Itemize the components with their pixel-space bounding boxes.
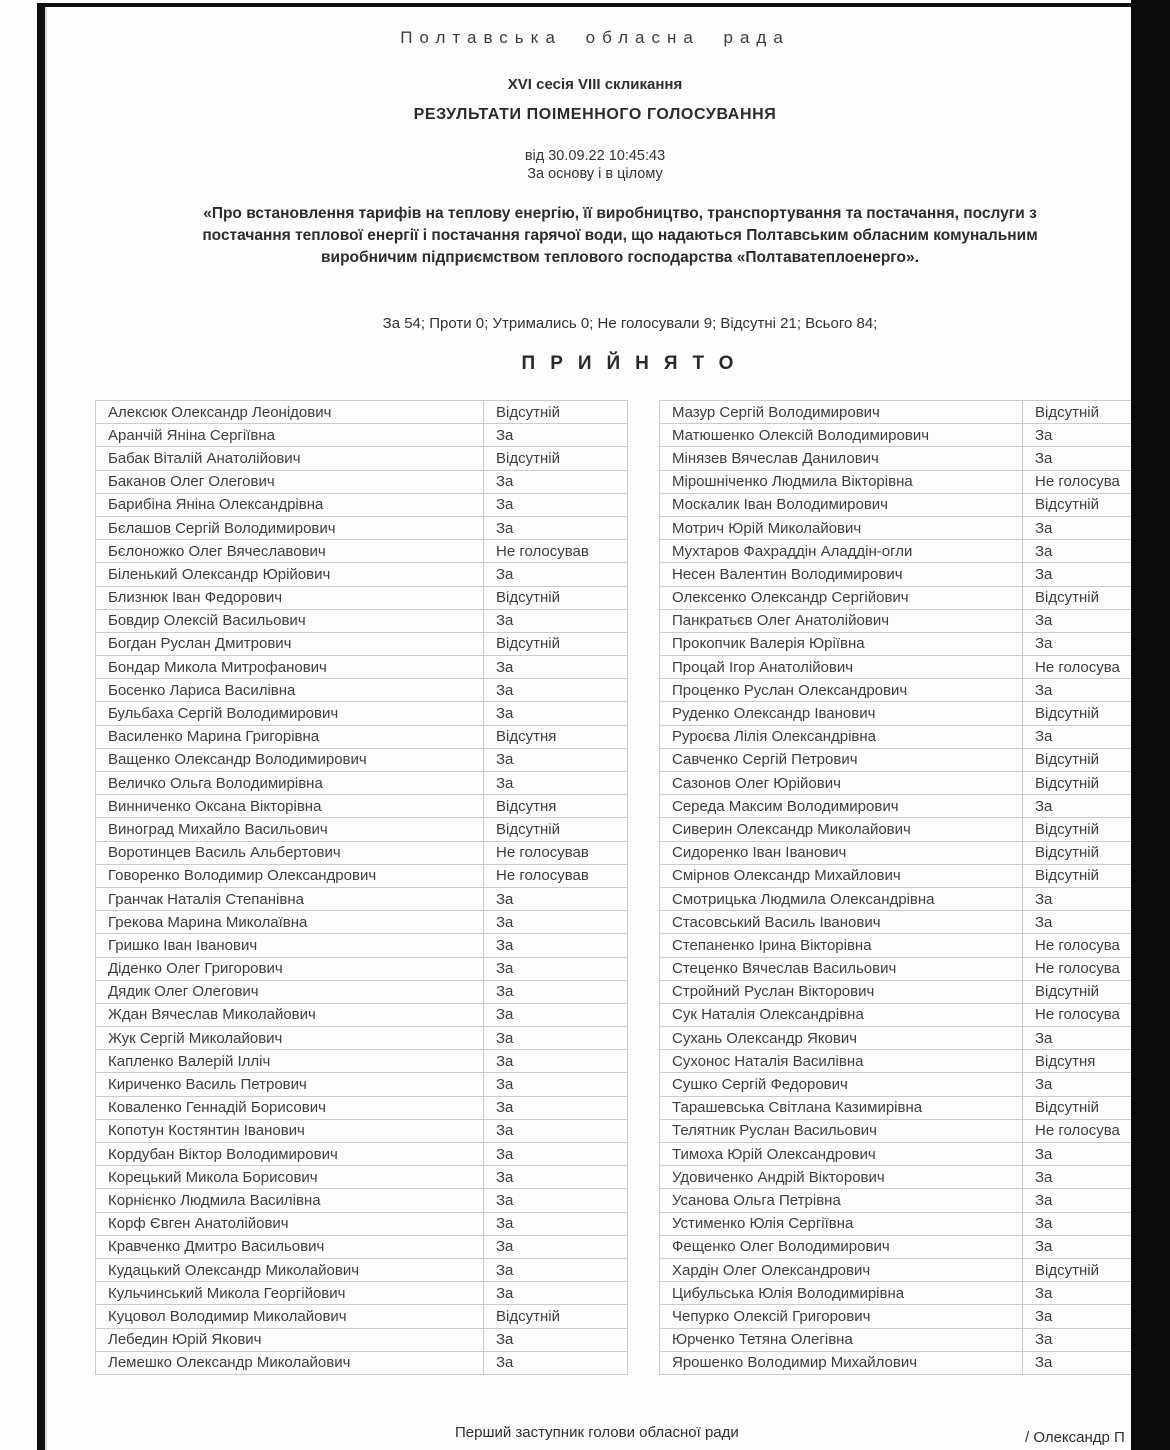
table-row bbox=[660, 957, 1170, 980]
vote-value: За bbox=[484, 679, 628, 702]
deputy-name: Дядик Олег Олегович bbox=[96, 980, 484, 1003]
deputy-name: Бєлашов Сергій Володимирович bbox=[96, 516, 484, 539]
deputy-name: Близнюк Іван Федорович bbox=[96, 586, 484, 609]
deputy-name: Бульбаха Сергій Володимирович bbox=[96, 702, 484, 725]
deputy-name: Кудацький Олександр Миколайович bbox=[96, 1258, 484, 1281]
deputy-name: Мазур Сергій Володимирович bbox=[660, 401, 1023, 424]
table-row bbox=[660, 795, 1170, 818]
deputy-name: Сухонос Наталія Василівна bbox=[660, 1050, 1023, 1073]
vote-value: Не голосува bbox=[1023, 470, 1170, 493]
deputy-name: Корнієнко Людмила Василівна bbox=[96, 1189, 484, 1212]
scan-edge-left bbox=[37, 3, 45, 1450]
table-row bbox=[660, 1027, 1170, 1050]
deputy-name: Середа Максим Володимирович bbox=[660, 795, 1023, 818]
vote-value: За bbox=[484, 1189, 628, 1212]
deputy-name: Говоренко Володимир Олександрович bbox=[96, 864, 484, 887]
vote-value: За bbox=[1023, 563, 1170, 586]
deputy-name: Бовдир Олексій Васильович bbox=[96, 609, 484, 632]
vote-value: За bbox=[1023, 679, 1170, 702]
vote-value: За bbox=[1023, 447, 1170, 470]
deputy-name: Сухань Олександр Якович bbox=[660, 1027, 1023, 1050]
table-row bbox=[96, 1166, 628, 1189]
deputy-name: Сидоренко Іван Іванович bbox=[660, 841, 1023, 864]
vote-value: Відсутній bbox=[1023, 772, 1170, 795]
vote-value: Відсутній bbox=[1023, 748, 1170, 771]
table-row bbox=[96, 586, 628, 609]
table-row bbox=[96, 841, 628, 864]
table-row bbox=[660, 470, 1170, 493]
deputy-name: Василенко Марина Григорівна bbox=[96, 725, 484, 748]
deputy-name: Ярошенко Володимир Михайлович bbox=[660, 1351, 1023, 1374]
table-row bbox=[96, 1003, 628, 1026]
table-row bbox=[96, 1305, 628, 1328]
deputy-name: Кириченко Василь Петрович bbox=[96, 1073, 484, 1096]
vote-value: Відсутній bbox=[484, 1305, 628, 1328]
table-row bbox=[660, 1003, 1170, 1026]
table-row bbox=[96, 1282, 628, 1305]
deputy-name: Сук Наталія Олександрівна bbox=[660, 1003, 1023, 1026]
deputy-name: Воротинцев Василь Альбертович bbox=[96, 841, 484, 864]
deputy-name: Босенко Лариса Василівна bbox=[96, 679, 484, 702]
deputy-name: Панкратьєв Олег Анатолійович bbox=[660, 609, 1023, 632]
table-row bbox=[96, 1050, 628, 1073]
vote-value: За bbox=[484, 1050, 628, 1073]
deputy-name: Винниченко Оксана Вікторівна bbox=[96, 795, 484, 818]
table-row bbox=[660, 493, 1170, 516]
deputy-name: Ждан Вячеслав Миколайович bbox=[96, 1003, 484, 1026]
vote-value: За bbox=[484, 1143, 628, 1166]
vote-value: За bbox=[484, 1003, 628, 1026]
scan-edge-right bbox=[1131, 0, 1170, 1450]
table-row bbox=[96, 1073, 628, 1096]
deputy-name: Телятник Руслан Васильович bbox=[660, 1119, 1023, 1142]
vote-value: За bbox=[484, 1212, 628, 1235]
table-row bbox=[660, 1073, 1170, 1096]
deputy-name: Савченко Сергій Петрович bbox=[660, 748, 1023, 771]
table-row bbox=[660, 1166, 1170, 1189]
table-row bbox=[660, 980, 1170, 1003]
table-row bbox=[660, 632, 1170, 655]
table-row bbox=[96, 1328, 628, 1351]
table-row bbox=[96, 447, 628, 470]
table-row bbox=[660, 1143, 1170, 1166]
vote-value: Відсутній bbox=[484, 447, 628, 470]
table-row bbox=[96, 493, 628, 516]
vote-value: За bbox=[1023, 725, 1170, 748]
table-row bbox=[96, 679, 628, 702]
vote-value: За bbox=[484, 1258, 628, 1281]
table-row bbox=[96, 911, 628, 934]
table-row bbox=[96, 725, 628, 748]
vote-value: Відсутній bbox=[1023, 1258, 1170, 1281]
deputy-name: Сиверин Олександр Миколайович bbox=[660, 818, 1023, 841]
table-row bbox=[660, 516, 1170, 539]
table-row bbox=[660, 424, 1170, 447]
deputy-name: Коваленко Геннадій Борисович bbox=[96, 1096, 484, 1119]
deputy-name: Мінязев Вячеслав Данилович bbox=[660, 447, 1023, 470]
deputy-name: Юрченко Тетяна Олегівна bbox=[660, 1328, 1023, 1351]
vote-value: Відсутня bbox=[484, 795, 628, 818]
deputy-name: Діденко Олег Григорович bbox=[96, 957, 484, 980]
vote-value: За bbox=[1023, 609, 1170, 632]
resolution-subject: «Про встановлення тарифів на теплову енергію, її виробництво, транспортування та постачання, послуги з постачання теплової енергії і постачання гарячої води, що надаються Полтавським обласним комунальним виробничим підприємством теплового господарства «Полтаватеплоенерго». bbox=[202, 205, 1038, 266]
deputy-name: Ващенко Олександр Володимирович bbox=[96, 748, 484, 771]
votes-table-left bbox=[95, 400, 628, 1375]
table-row bbox=[96, 795, 628, 818]
table-row bbox=[96, 702, 628, 725]
deputy-name: Руденко Олександр Іванович bbox=[660, 702, 1023, 725]
table-row bbox=[96, 957, 628, 980]
deputy-name: Гранчак Наталія Степанівна bbox=[96, 887, 484, 910]
table-row bbox=[96, 1258, 628, 1281]
table-row bbox=[660, 841, 1170, 864]
vote-value: За bbox=[1023, 1282, 1170, 1305]
vote-value: За bbox=[484, 1282, 628, 1305]
deputy-name: Проценко Руслан Олександрович bbox=[660, 679, 1023, 702]
vote-value: За bbox=[484, 1027, 628, 1050]
vote-value: За bbox=[1023, 1027, 1170, 1050]
deputy-name: Богдан Руслан Дмитрович bbox=[96, 632, 484, 655]
deputy-name: Бабак Віталій Анатолійович bbox=[96, 447, 484, 470]
vote-value: Відсутній bbox=[1023, 586, 1170, 609]
vote-value: Не голосува bbox=[1023, 957, 1170, 980]
table-row bbox=[96, 1351, 628, 1374]
table-row bbox=[660, 401, 1170, 424]
deputy-name: Тарашевська Світлана Казимирівна bbox=[660, 1096, 1023, 1119]
vote-value: За bbox=[484, 1166, 628, 1189]
deputy-name: Бєлоножко Олег Вячеславович bbox=[96, 540, 484, 563]
deputy-name: Алексюк Олександр Леонідович bbox=[96, 401, 484, 424]
vote-value: За bbox=[1023, 795, 1170, 818]
deputy-name: Мухтаров Фахраддін Аладдін-огли bbox=[660, 540, 1023, 563]
signature-position-title: Перший заступник голови обласної ради bbox=[455, 1424, 739, 1441]
table-row bbox=[660, 772, 1170, 795]
vote-value: Відсутній bbox=[1023, 841, 1170, 864]
vote-value: За bbox=[484, 748, 628, 771]
deputy-name: Олексенко Олександр Сергійович bbox=[660, 586, 1023, 609]
deputy-name: Москалик Іван Володимирович bbox=[660, 493, 1023, 516]
scan-edge-left-shadow bbox=[45, 3, 47, 1450]
vote-value: Відсутній bbox=[1023, 1096, 1170, 1119]
vote-value: За bbox=[484, 493, 628, 516]
vote-value: Відсутній bbox=[484, 586, 628, 609]
vote-value: За bbox=[484, 887, 628, 910]
vote-value: За bbox=[1023, 1305, 1170, 1328]
table-row bbox=[660, 1050, 1170, 1073]
deputy-name: Хардін Олег Олександрович bbox=[660, 1258, 1023, 1281]
signature-name: / Олександр П bbox=[1025, 1429, 1125, 1446]
table-row bbox=[96, 401, 628, 424]
table-row bbox=[660, 1351, 1170, 1374]
vote-value: Відсутній bbox=[1023, 702, 1170, 725]
table-row bbox=[660, 586, 1170, 609]
vote-value: Не голосував bbox=[484, 540, 628, 563]
deputy-name: Стройний Руслан Вікторович bbox=[660, 980, 1023, 1003]
deputy-name: Стеценко Вячеслав Васильович bbox=[660, 957, 1023, 980]
deputy-name: Гришко Іван Іванович bbox=[96, 934, 484, 957]
vote-value: За bbox=[484, 516, 628, 539]
table-row bbox=[96, 887, 628, 910]
deputy-name: Грекова Марина Миколаївна bbox=[96, 911, 484, 934]
deputy-name: Сушко Сергій Федорович bbox=[660, 1073, 1023, 1096]
table-row bbox=[660, 1189, 1170, 1212]
vote-value: За bbox=[1023, 1073, 1170, 1096]
deputy-name: Мірошніченко Людмила Вікторівна bbox=[660, 470, 1023, 493]
table-row bbox=[660, 679, 1170, 702]
vote-basis: За основу і в цілому bbox=[527, 166, 663, 182]
deputy-name: Аранчій Яніна Сергіївна bbox=[96, 424, 484, 447]
table-row bbox=[660, 656, 1170, 679]
table-row bbox=[660, 748, 1170, 771]
table-row bbox=[96, 1027, 628, 1050]
table-row bbox=[96, 563, 628, 586]
table-row bbox=[660, 702, 1170, 725]
vote-value: За bbox=[484, 772, 628, 795]
table-row bbox=[660, 1212, 1170, 1235]
vote-value: За bbox=[484, 1073, 628, 1096]
deputy-name: Цибульська Юлія Володимирівна bbox=[660, 1282, 1023, 1305]
vote-value: Не голосував bbox=[484, 864, 628, 887]
table-row bbox=[660, 1282, 1170, 1305]
vote-value: За bbox=[484, 1096, 628, 1119]
scan-edge-top bbox=[38, 3, 1134, 7]
deputy-name: Стасовський Василь Іванович bbox=[660, 911, 1023, 934]
vote-value: За bbox=[484, 563, 628, 586]
deputy-name: Устименко Юлія Сергіївна bbox=[660, 1212, 1023, 1235]
deputy-name: Корф Євген Анатолійович bbox=[96, 1212, 484, 1235]
vote-value: За bbox=[1023, 1189, 1170, 1212]
vote-value: За bbox=[1023, 516, 1170, 539]
vote-value: За bbox=[1023, 1166, 1170, 1189]
vote-summary: За 54; Проти 0; Утримались 0; Не голосували 9; Відсутні 21; Всього 84; bbox=[382, 315, 878, 332]
deputy-name: Барибіна Яніна Олександрівна bbox=[96, 493, 484, 516]
table-row bbox=[96, 470, 628, 493]
table-row bbox=[96, 516, 628, 539]
table-row bbox=[660, 1258, 1170, 1281]
vote-value: Не голосува bbox=[1023, 656, 1170, 679]
table-row bbox=[660, 1328, 1170, 1351]
organization-title: Полтавська обласна рада bbox=[400, 28, 790, 47]
vote-value: За bbox=[484, 1119, 628, 1142]
table-row bbox=[660, 725, 1170, 748]
table-row bbox=[660, 1305, 1170, 1328]
table-row bbox=[96, 818, 628, 841]
vote-value: За bbox=[1023, 424, 1170, 447]
vote-value: За bbox=[1023, 1143, 1170, 1166]
deputy-name: Чепурко Олексій Григорович bbox=[660, 1305, 1023, 1328]
table-row bbox=[660, 540, 1170, 563]
vote-value: За bbox=[1023, 632, 1170, 655]
table-row bbox=[660, 563, 1170, 586]
vote-value: Відсутній bbox=[1023, 980, 1170, 1003]
vote-value: Не голосував bbox=[484, 841, 628, 864]
table-row bbox=[660, 887, 1170, 910]
table-row bbox=[660, 1119, 1170, 1142]
vote-value: За bbox=[1023, 1328, 1170, 1351]
table-row bbox=[96, 1119, 628, 1142]
deputy-name: Руроєва Лілія Олександрівна bbox=[660, 725, 1023, 748]
vote-value: Відсутня bbox=[484, 725, 628, 748]
deputy-name: Тимоха Юрій Олександрович bbox=[660, 1143, 1023, 1166]
deputy-name: Корецький Микола Борисович bbox=[96, 1166, 484, 1189]
vote-value: За bbox=[484, 1351, 628, 1374]
table-row bbox=[96, 656, 628, 679]
table-row bbox=[96, 772, 628, 795]
vote-value: За bbox=[484, 656, 628, 679]
table-row bbox=[96, 748, 628, 771]
vote-value: За bbox=[1023, 887, 1170, 910]
table-row bbox=[660, 934, 1170, 957]
deputy-name: Прокопчик Валерія Юріївна bbox=[660, 632, 1023, 655]
vote-value: За bbox=[484, 424, 628, 447]
votes-table-right bbox=[659, 400, 1170, 1375]
vote-value: За bbox=[484, 934, 628, 957]
deputy-name: Лемешко Олександр Миколайович bbox=[96, 1351, 484, 1374]
vote-value: Відсутній bbox=[484, 818, 628, 841]
deputy-name: Кульчинський Микола Георгійович bbox=[96, 1282, 484, 1305]
vote-value: Відсутній bbox=[1023, 818, 1170, 841]
vote-value: Відсутня bbox=[1023, 1050, 1170, 1073]
vote-value: Відсутній bbox=[1023, 401, 1170, 424]
deputy-name: Куцовол Володимир Миколайович bbox=[96, 1305, 484, 1328]
vote-value: За bbox=[484, 702, 628, 725]
table-row bbox=[660, 818, 1170, 841]
deputy-name: Фещенко Олег Володимирович bbox=[660, 1235, 1023, 1258]
deputy-name: Виноград Михайло Васильович bbox=[96, 818, 484, 841]
vote-value: Відсутній bbox=[1023, 864, 1170, 887]
vote-value: За bbox=[484, 957, 628, 980]
table-row bbox=[96, 864, 628, 887]
deputy-name: Смірнов Олександр Михайлович bbox=[660, 864, 1023, 887]
deputy-name: Сазонов Олег Юрійович bbox=[660, 772, 1023, 795]
deputy-name: Лебедин Юрій Якович bbox=[96, 1328, 484, 1351]
deputy-name: Біленький Олександр Юрійович bbox=[96, 563, 484, 586]
deputy-name: Несен Валентин Володимирович bbox=[660, 563, 1023, 586]
table-row bbox=[660, 911, 1170, 934]
vote-value: За bbox=[1023, 540, 1170, 563]
vote-value: Не голосува bbox=[1023, 1119, 1170, 1142]
vote-value: За bbox=[484, 470, 628, 493]
deputy-name: Смотрицька Людмила Олександрівна bbox=[660, 887, 1023, 910]
table-row bbox=[96, 632, 628, 655]
deputy-name: Степаненко Ірина Вікторівна bbox=[660, 934, 1023, 957]
table-row bbox=[660, 609, 1170, 632]
deputy-name: Капленко Валерій Ілліч bbox=[96, 1050, 484, 1073]
deputy-name: Баканов Олег Олегович bbox=[96, 470, 484, 493]
session-line: XVI сесія VIII скликання bbox=[507, 76, 683, 93]
deputy-name: Копотун Костянтин Іванович bbox=[96, 1119, 484, 1142]
table-row bbox=[96, 1143, 628, 1166]
deputy-name: Бондар Микола Митрофанович bbox=[96, 656, 484, 679]
table-row bbox=[96, 1096, 628, 1119]
table-row bbox=[96, 1189, 628, 1212]
vote-value: За bbox=[1023, 911, 1170, 934]
table-row bbox=[96, 1212, 628, 1235]
table-row bbox=[660, 1096, 1170, 1119]
table-row bbox=[660, 864, 1170, 887]
table-row bbox=[660, 447, 1170, 470]
vote-value: За bbox=[484, 609, 628, 632]
table-row bbox=[96, 540, 628, 563]
vote-value: За bbox=[484, 911, 628, 934]
table-row bbox=[96, 980, 628, 1003]
deputy-name: Мотрич Юрій Миколайович bbox=[660, 516, 1023, 539]
vote-value: Відсутній bbox=[484, 401, 628, 424]
deputy-name: Усанова Ольга Петрівна bbox=[660, 1189, 1023, 1212]
vote-value: За bbox=[1023, 1351, 1170, 1374]
vote-value: Не голосува bbox=[1023, 934, 1170, 957]
vote-value: Не голосува bbox=[1023, 1003, 1170, 1026]
deputy-name: Матюшенко Олексій Володимирович bbox=[660, 424, 1023, 447]
deputy-name: Кордубан Віктор Володимирович bbox=[96, 1143, 484, 1166]
deputy-name: Жук Сергій Миколайович bbox=[96, 1027, 484, 1050]
vote-value: За bbox=[484, 1328, 628, 1351]
table-row bbox=[96, 1235, 628, 1258]
table-row bbox=[96, 424, 628, 447]
table-row bbox=[96, 934, 628, 957]
deputy-name: Процай Ігор Анатолійович bbox=[660, 656, 1023, 679]
vote-value: Відсутній bbox=[1023, 493, 1170, 516]
table-row bbox=[660, 1235, 1170, 1258]
document-title: РЕЗУЛЬТАТИ ПОІМЕННОГО ГОЛОСУВАННЯ bbox=[413, 106, 777, 123]
deputy-name: Величко Ольга Володимирівна bbox=[96, 772, 484, 795]
vote-value: Відсутній bbox=[484, 632, 628, 655]
vote-value: За bbox=[484, 980, 628, 1003]
deputy-name: Удовиченко Андрій Вікторович bbox=[660, 1166, 1023, 1189]
table-row bbox=[96, 609, 628, 632]
vote-datetime: від 30.09.22 10:45:43 bbox=[524, 148, 666, 164]
deputy-name: Кравченко Дмитро Васильович bbox=[96, 1235, 484, 1258]
vote-value: За bbox=[1023, 1212, 1170, 1235]
vote-value: За bbox=[484, 1235, 628, 1258]
vote-value: За bbox=[1023, 1235, 1170, 1258]
decision-label: ПРИЙНЯТО bbox=[521, 353, 749, 374]
